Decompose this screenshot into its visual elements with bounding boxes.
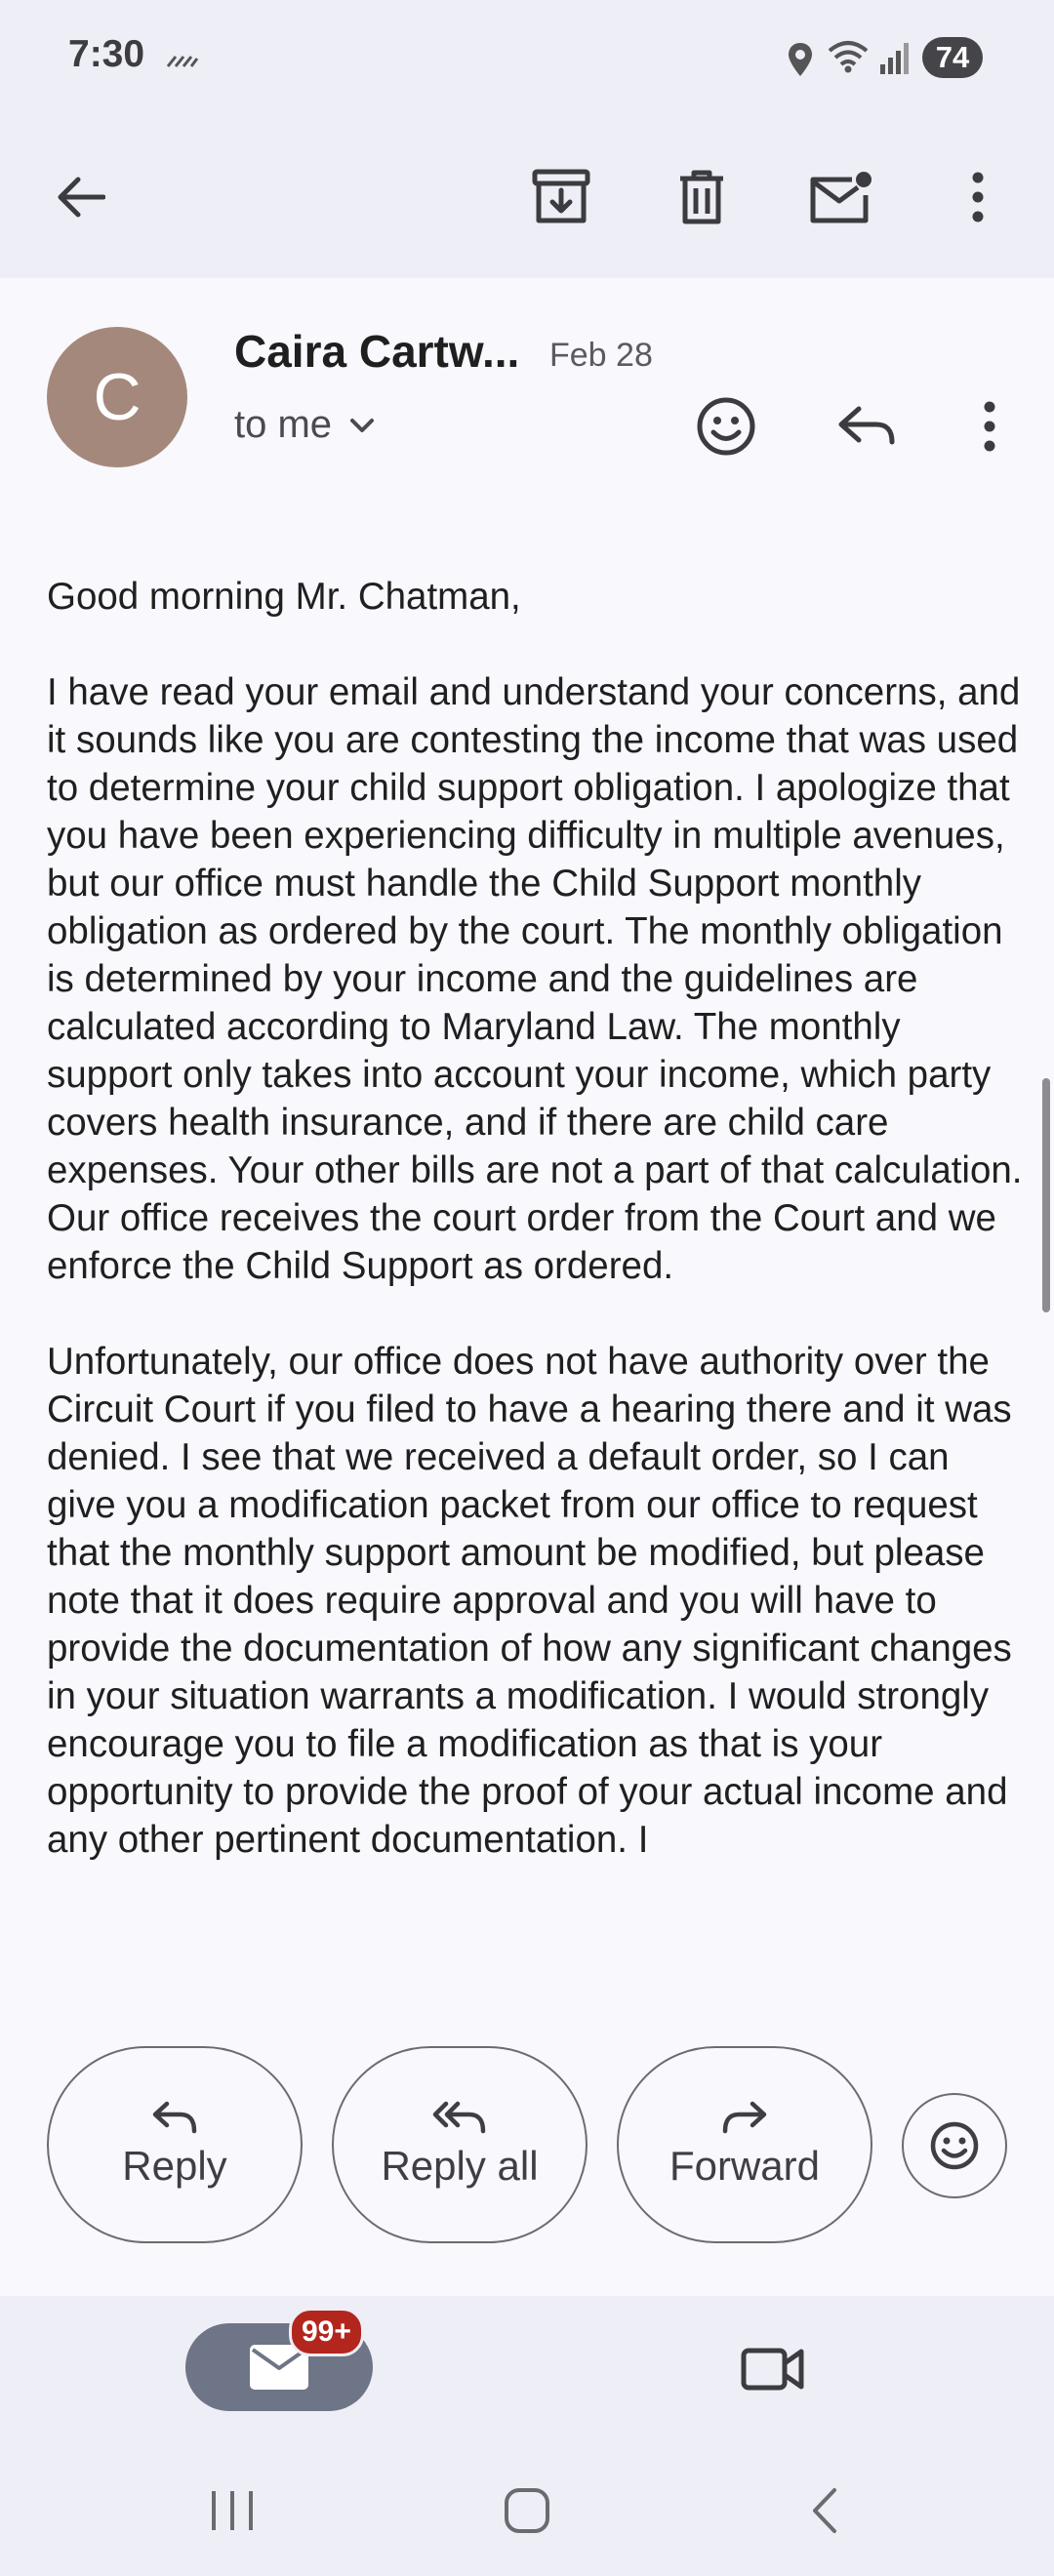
forward-icon <box>721 2100 768 2135</box>
add-reaction-button[interactable] <box>685 385 767 467</box>
email-paragraph: Unfortunately, our office does not have authority over the Circuit Court if you filed to have a hearing there and it was denied. I see that we received a default order, so I can give you a modification packet from our office to request that the monthly support amount be modified, but please note that it does require approval and you will have to provide the documentation of how any significant changes in your situation warrants a modification. I would strongly encourage you to file a modification as that is your opportunity to provide the proof of your actual income and any other pertinent documentation. I <box>47 1341 1012 1861</box>
home-icon <box>504 2487 550 2534</box>
bottom-navigation <box>0 2296 1054 2442</box>
react-emoji-button[interactable] <box>902 2093 1007 2198</box>
recent-apps-button[interactable] <box>193 2481 271 2540</box>
unread-count-badge: 99+ <box>289 2308 364 2356</box>
emoji-icon <box>929 2120 980 2171</box>
recipient-details-toggle[interactable] <box>234 403 375 447</box>
reply-all-label: Reply all <box>381 2143 539 2189</box>
mark-unread-button[interactable] <box>800 156 882 238</box>
emoji-icon <box>696 396 756 457</box>
notification-icon <box>164 49 201 72</box>
reply-all-button[interactable] <box>332 2046 588 2243</box>
reply-all-icon <box>432 2100 487 2135</box>
recipient-label: to me <box>234 403 333 446</box>
email-body <box>47 573 1023 2282</box>
location-icon <box>787 41 814 78</box>
scrollbar[interactable] <box>1042 1078 1050 1312</box>
email-greeting: Good morning Mr. Chatman, <box>47 576 521 618</box>
mark-unread-icon <box>809 170 873 224</box>
email-date: Feb 28 <box>549 337 653 374</box>
email-paragraph: I have read your email and understand your concerns, and it sounds like you are contesting the income that was used to determine your child support obligation. I apologize that you have been experiencing difficulty in multiple avenues, but our office must handle the Child Support monthly obligation as ordered by the court. The monthly obligation is determined by your income and the guidelines are calculated according to Maryland Law. The monthly support only takes into account your income, which party covers health insurance, and if there are child care expenses. Your other bills are not a part of that calculation. Our office receives the court order from the Court and we enforce the Child Support as ordered. <box>47 671 1023 1287</box>
home-button[interactable] <box>488 2481 566 2540</box>
battery-icon: 74 <box>922 37 983 78</box>
reply-button[interactable] <box>47 2046 303 2243</box>
delete-icon <box>677 169 726 225</box>
system-navigation <box>0 2442 1054 2576</box>
archive-button[interactable] <box>520 156 602 238</box>
chevron-down-icon <box>349 418 375 433</box>
status-bar <box>0 0 1054 117</box>
reply-icon <box>837 405 896 448</box>
recent-apps-icon <box>210 2489 255 2532</box>
reply-label: Reply <box>122 2143 227 2189</box>
archive-icon <box>532 169 590 225</box>
message-more-button[interactable] <box>949 385 1031 467</box>
reply-header-button[interactable] <box>826 385 908 467</box>
sender-name[interactable]: Caira Cartw... <box>234 326 520 377</box>
reply-icon <box>151 2100 198 2135</box>
video-camera-icon <box>741 2346 805 2393</box>
forward-button[interactable] <box>617 2046 872 2243</box>
delete-button[interactable] <box>661 156 743 238</box>
back-button[interactable] <box>39 156 121 238</box>
nav-meet-tab[interactable] <box>732 2335 814 2403</box>
back-arrow-icon <box>55 176 105 219</box>
signal-icon <box>878 41 913 74</box>
more-options-button[interactable] <box>937 156 1019 238</box>
back-chevron-icon <box>809 2486 838 2535</box>
status-time: 7:30 <box>68 33 145 75</box>
system-back-button[interactable] <box>785 2481 863 2540</box>
email-content <box>0 278 1054 2296</box>
avatar[interactable]: C <box>47 327 187 467</box>
wifi-icon <box>828 39 869 74</box>
more-vert-icon <box>982 401 997 452</box>
more-vert-icon <box>970 172 986 222</box>
forward-label: Forward <box>669 2143 821 2189</box>
top-app-bar <box>0 117 1054 278</box>
